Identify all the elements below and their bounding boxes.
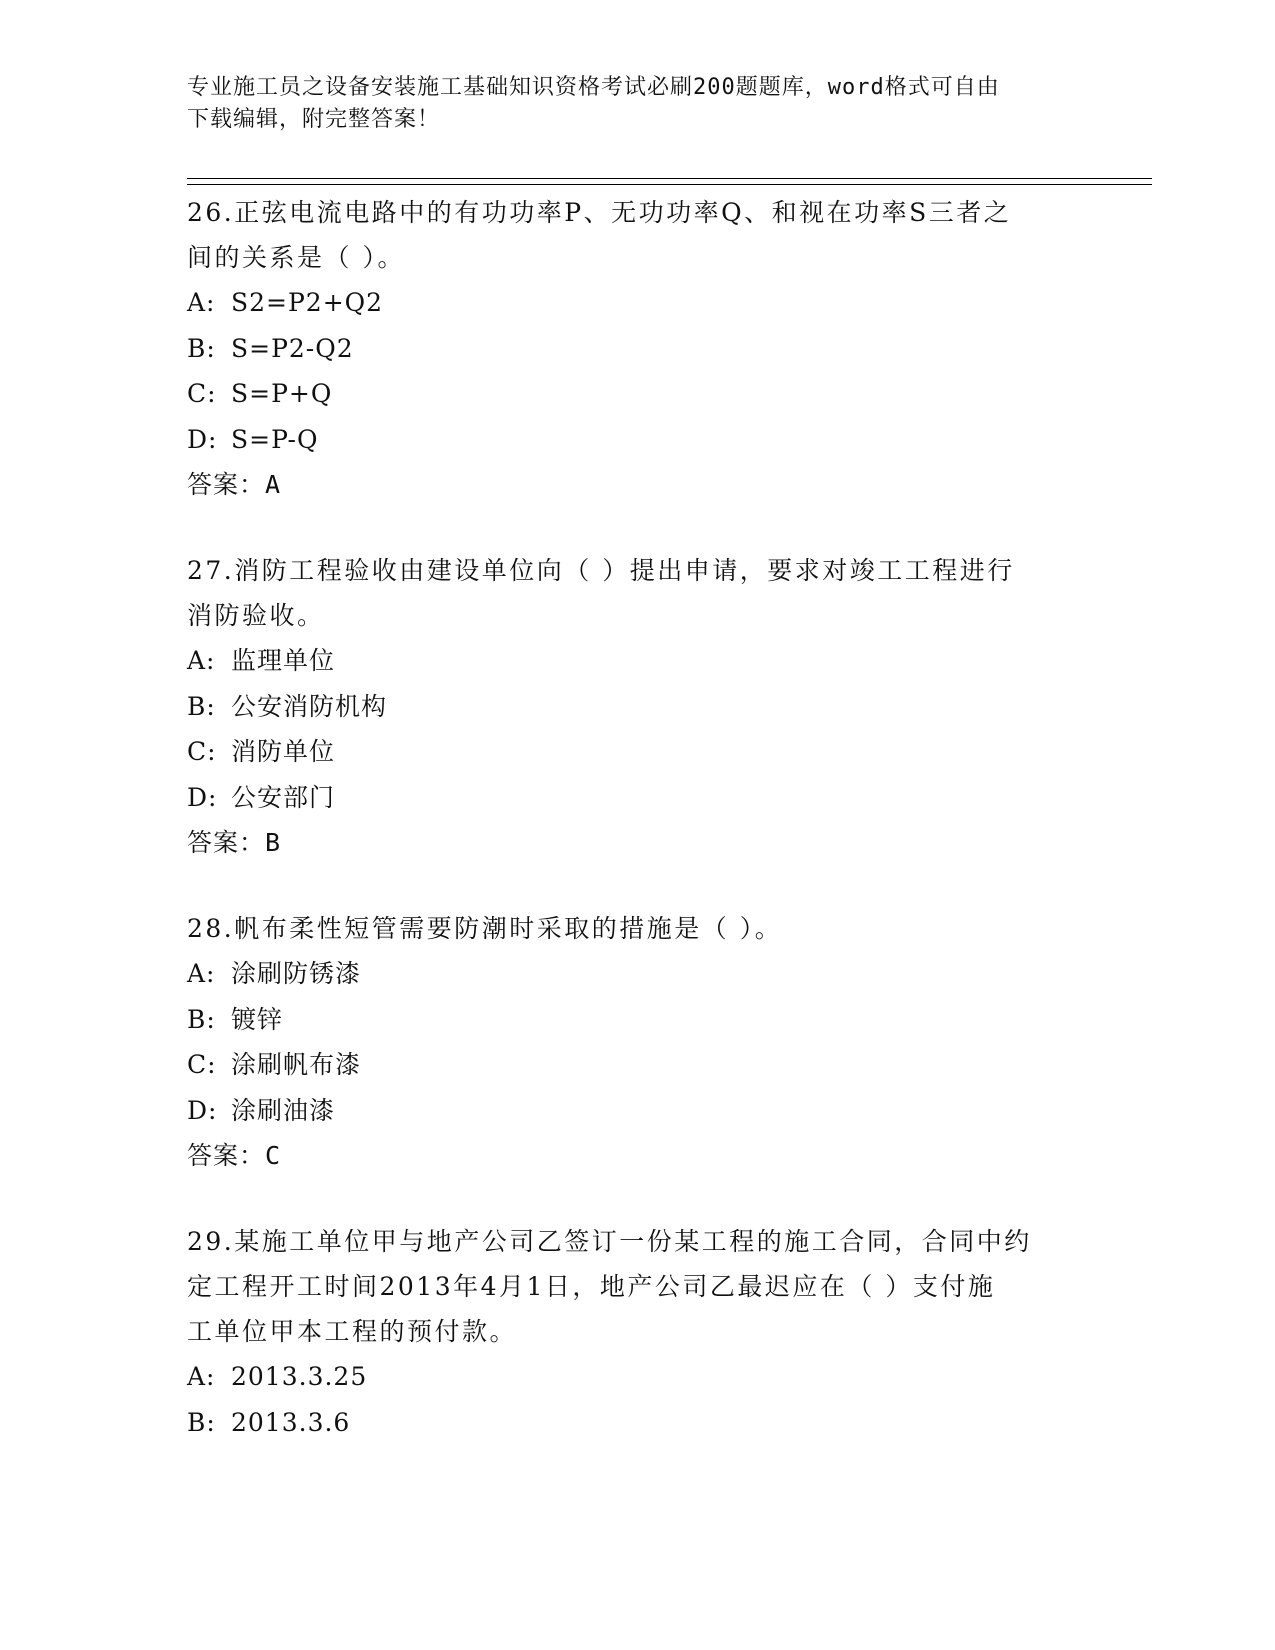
answer-line (187, 820, 1087, 865)
option-d (187, 775, 1087, 821)
header-line-1: 专业施工员之设备安装施工基础知识资格考试必刷200题题库，word格式可自由 (187, 75, 1000, 100)
option-key: C: (187, 737, 217, 766)
answer-label: 答案： (187, 828, 266, 857)
option-text: S=P+Q (231, 379, 333, 408)
option-a (187, 638, 1087, 684)
option-a (187, 1354, 1087, 1400)
option-text: 2013.3.6 (231, 1407, 351, 1437)
option-text: 2013.3.25 (231, 1362, 368, 1391)
answer-value: C (265, 1141, 282, 1170)
option-key: D: (187, 782, 218, 812)
option-text: 消防单位 (231, 737, 336, 766)
question-27 (187, 548, 1087, 865)
option-key: C: (187, 379, 217, 408)
question-28 (187, 906, 1087, 1178)
answer-line (187, 1133, 1087, 1178)
option-c (187, 371, 1087, 417)
option-key: A: (187, 959, 216, 988)
stem-line: 工单位甲本工程的预付款。 (187, 1317, 518, 1346)
option-a (187, 280, 1087, 326)
option-text: 涂刷帆布漆 (231, 1050, 362, 1079)
option-b (187, 1400, 1087, 1446)
option-b (187, 997, 1087, 1043)
stem-line: 26.正弦电流电路中的有功功率P、无功功率Q、和视在功率S三者之 (187, 198, 1012, 227)
option-b (187, 326, 1087, 372)
option-key: A: (187, 1362, 216, 1391)
option-key: B: (187, 1004, 216, 1034)
option-text: 涂刷防锈漆 (231, 959, 362, 988)
question-stem (187, 190, 1087, 280)
option-key: C: (187, 1050, 217, 1079)
option-key: B: (187, 333, 216, 363)
question-stem (187, 1219, 1087, 1354)
question-list (187, 190, 1087, 1486)
stem-line: 间的关系是（ ）。 (187, 243, 405, 272)
stem-line: 28.帆布柔性短管需要防潮时采取的措施是（ ）。 (187, 914, 783, 943)
answer-label: 答案： (187, 470, 266, 499)
option-text: 监理单位 (231, 646, 336, 675)
stem-line: 27.消防工程验收由建设单位向（ ）提出申请，要求对竣工工程进行 (187, 556, 1015, 585)
answer-label: 答案： (187, 1141, 266, 1170)
option-key: D: (187, 424, 218, 454)
option-text: 公安消防机构 (231, 691, 388, 721)
option-c (187, 729, 1087, 775)
option-text: 镀锌 (231, 1004, 284, 1034)
stem-line: 29.某施工单位甲与地产公司乙签订一份某工程的施工合同，合同中约 (187, 1227, 1032, 1256)
option-text: S=P2-Q2 (231, 333, 354, 363)
option-key: D: (187, 1095, 218, 1125)
option-text: S=P-Q (231, 424, 319, 454)
option-d (187, 1088, 1087, 1134)
stem-line: 定工程开工时间2013年4月1日，地产公司乙最迟应在（ ）支付施 (187, 1272, 996, 1301)
answer-line (187, 462, 1087, 507)
option-a (187, 951, 1087, 997)
option-c (187, 1042, 1087, 1088)
option-text: 公安部门 (231, 782, 336, 812)
option-key: A: (187, 646, 216, 675)
question-26 (187, 190, 1087, 507)
option-key: B: (187, 1407, 216, 1437)
header-divider-bottom (187, 184, 1152, 185)
option-key: B: (187, 691, 216, 721)
answer-value: A (265, 470, 282, 499)
question-stem (187, 548, 1087, 638)
option-d (187, 417, 1087, 463)
answer-value: B (265, 828, 282, 857)
question-29 (187, 1219, 1087, 1445)
question-stem (187, 906, 1087, 951)
option-text: S2=P2+Q2 (231, 288, 384, 317)
header-divider-top (187, 178, 1152, 179)
stem-line: 消防验收。 (187, 601, 325, 630)
document-header (187, 72, 1087, 136)
option-key: A: (187, 288, 216, 317)
option-text: 涂刷油漆 (231, 1095, 336, 1125)
header-line-2: 下载编辑，附完整答案！ (187, 107, 441, 132)
option-b (187, 684, 1087, 730)
